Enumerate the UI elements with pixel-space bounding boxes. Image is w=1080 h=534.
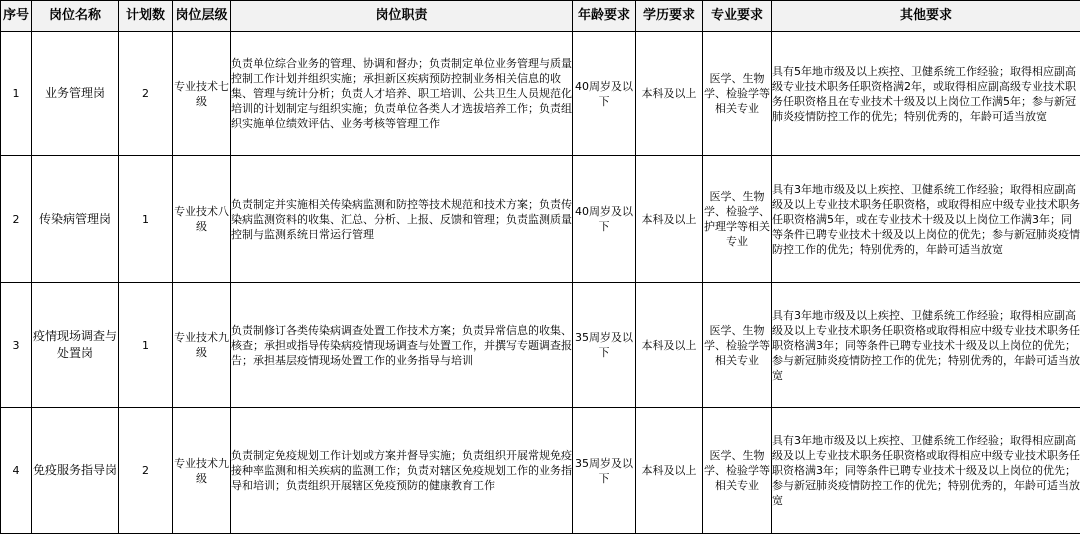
table-header [1,1,1080,32]
header-duty: 岗位职责 [231,1,573,32]
cell-age: 40周岁及以下 [573,156,636,283]
cell-count: 2 [119,32,173,156]
header-name: 岗位名称 [32,1,119,32]
header-education: 学历要求 [636,1,703,32]
cell-duty: 负责制修订各类传染病调查处置工作技术方案；负责异常信息的收集、核查；承担或指导传染病疫情现场调查与处置工作，并撰写专题调查报告；承担基层疫情现场处置工作的业务指导与培训 [231,283,573,408]
cell-count: 1 [119,156,173,283]
cell-count: 2 [119,408,173,534]
cell-education: 本科及以上 [636,408,703,534]
cell-duty: 负责单位综合业务的管理、协调和督办；负责制定单位业务管理与质量控制工作计划并组织实施；承担新区疾病预防控制业务相关信息的收集、管理与统计分析；负责人才培养、职工培训、公共卫生人员规范化培训的计划制定与组织实施；负责单位各类人才选拔培养工作；负责组织实施单位绩效评估、业务考核等管理工作 [231,32,573,156]
cell-other: 具有5年地市级及以上疾控、卫健系统工作经验；取得相应副高级专业技术职务任职资格满2年，或取得相应副高级专业技术职务任职资格且在专业技术十级及以上岗位工作满5年；参与新冠肺炎疫情防控工作的优先；特别优秀的，年龄可适当放宽 [772,32,1080,156]
header-count: 计划数 [119,1,173,32]
cell-no: 1 [1,32,32,156]
cell-major: 医学、生物学、检验学等相关专业 [703,408,772,534]
cell-duty: 负责制定免疫规划工作计划或方案并督导实施；负责组织开展常规免疫接种率监测和相关疾病的监测工作；负责对辖区免疫规划工作的业务指导和培训；负责组织开展辖区免疫预防的健康教育工作 [231,408,573,534]
cell-other: 具有3年地市级及以上疾控、卫健系统工作经验；取得相应副高级及以上专业技术职务任职资格，或取得相应中级专业技术职务任职资格满5年，或在专业技术十级及以上岗位工作满3年；同等条件已聘专业技术十级及以上岗位的优先；参与新冠肺炎疫情防控工作的优先；特别优秀的，年龄可适当放宽 [772,156,1080,283]
table-row [1,32,1080,156]
cell-count: 1 [119,283,173,408]
cell-education: 本科及以上 [636,156,703,283]
cell-age: 35周岁及以下 [573,283,636,408]
cell-level: 专业技术七级 [173,32,231,156]
cell-level: 专业技术九级 [173,408,231,534]
cell-name: 免疫服务指导岗 [32,408,119,534]
cell-no: 2 [1,156,32,283]
cell-education: 本科及以上 [636,283,703,408]
cell-major: 医学、生物学、检验学等相关专业 [703,32,772,156]
cell-education: 本科及以上 [636,32,703,156]
cell-level: 专业技术九级 [173,283,231,408]
cell-age: 35周岁及以下 [573,408,636,534]
cell-no: 4 [1,408,32,534]
cell-duty: 负责制定并实施相关传染病监测和防控等技术规范和技术方案；负责传染病监测资料的收集、汇总、分析、上报、反馈和管理；负责监测质量控制与监测系统日常运行管理 [231,156,573,283]
header-no: 序号 [1,1,32,32]
header-age: 年龄要求 [573,1,636,32]
table-body [1,32,1080,534]
header-level: 岗位层级 [173,1,231,32]
cell-level: 专业技术八级 [173,156,231,283]
table-row [1,156,1080,283]
cell-major: 医学、生物学、检验学等相关专业 [703,283,772,408]
cell-name: 传染病管理岗 [32,156,119,283]
cell-age: 40周岁及以下 [573,32,636,156]
header-other: 其他要求 [772,1,1080,32]
cell-name: 业务管理岗 [32,32,119,156]
header-major: 专业要求 [703,1,772,32]
cell-major: 医学、生物学、检验学、护理学等相关专业 [703,156,772,283]
cell-other: 具有3年地市级及以上疾控、卫健系统工作经验；取得相应副高级及以上专业技术职务任职资格或取得相应中级专业技术职务任职资格满3年；同等条件已聘专业技术十级及以上岗位的优先；参与新冠肺炎疫情防控工作的优先；特别优秀的，年龄可适当放宽 [772,408,1080,534]
cell-other: 具有3年地市级及以上疾控、卫健系统工作经验；取得相应副高级及以上专业技术职务任职资格或取得相应中级专业技术职务任职资格满3年；同等条件已聘专业技术十级及以上岗位的优先；参与新冠肺炎疫情防控工作的优先；特别优秀的，年龄可适当放宽 [772,283,1080,408]
table-row [1,408,1080,534]
header-row [1,1,1080,32]
cell-no: 3 [1,283,32,408]
cell-name: 疫情现场调查与处置岗 [32,283,119,408]
table-row [1,283,1080,408]
